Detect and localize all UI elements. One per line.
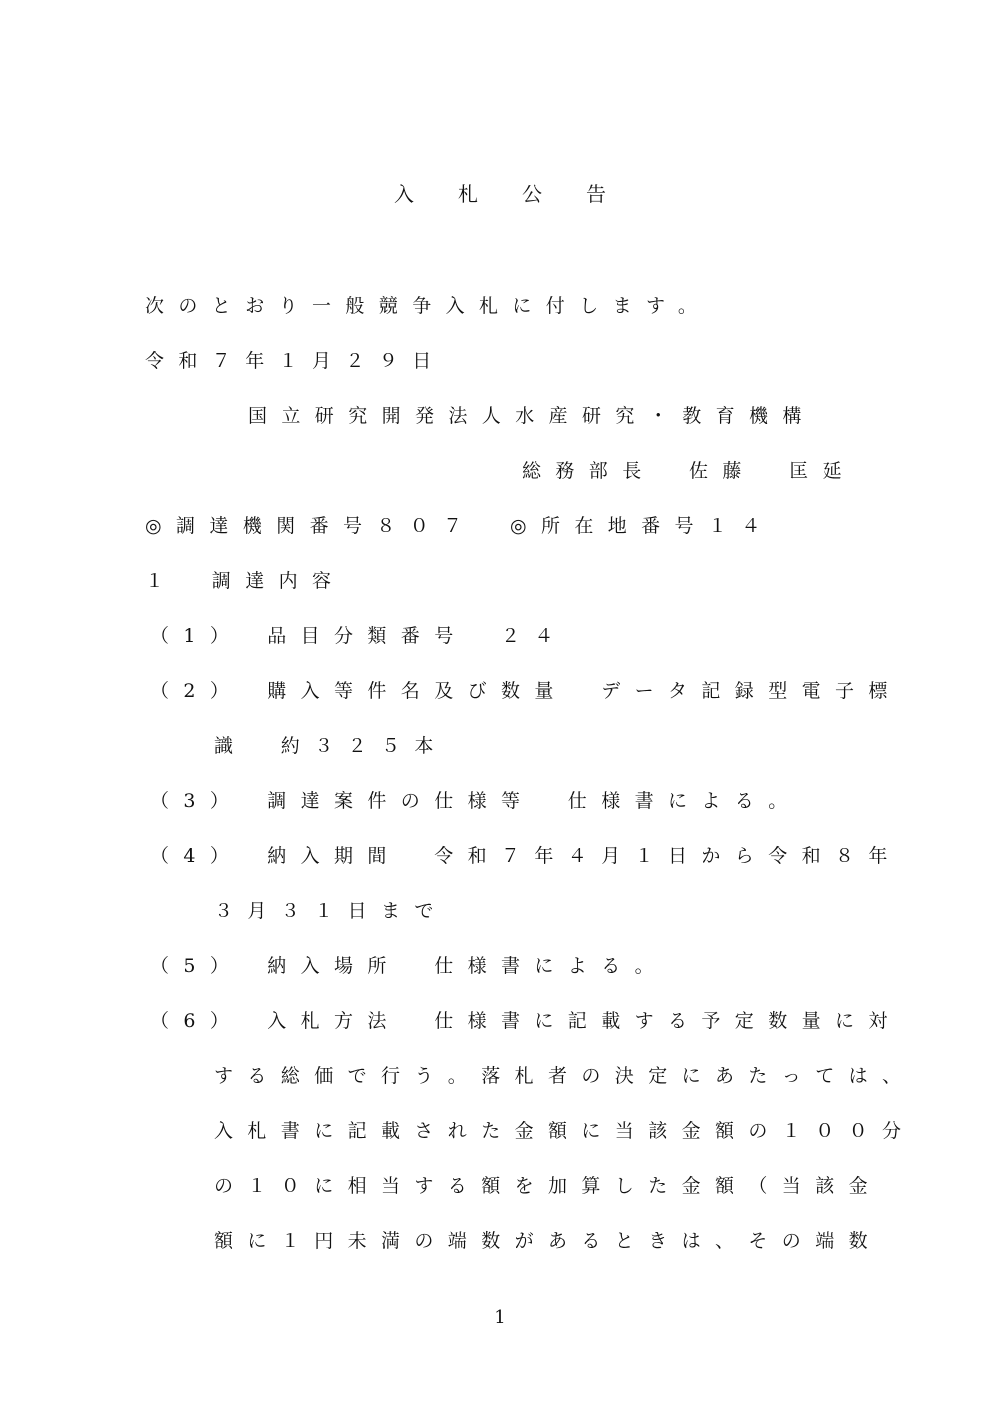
item-4-continuation: ３月３１日まで xyxy=(214,900,448,922)
signatory: 総務部長 佐藤 匡延 xyxy=(522,460,857,482)
section-heading: １ 調達内容 xyxy=(145,570,346,592)
item-1-classification: （1） 品目分類番号 ２４ xyxy=(150,625,568,647)
page-title: 入札公告 xyxy=(394,182,650,206)
item-2-continuation: 識 約３２５本 xyxy=(214,735,448,757)
announcement-date: 令和７年１月２９日 xyxy=(145,350,446,372)
item-6-continuation-2: 入札書に記載された金額に当該金額の１００分 xyxy=(214,1120,916,1142)
page-number: 1 xyxy=(494,1307,506,1328)
item-6-continuation-4: 額に１円未満の端数があるときは、その端数 xyxy=(214,1230,883,1252)
item-3-specifications: （3） 調達案件の仕様等 仕様書による。 xyxy=(150,790,802,812)
item-5-delivery-place: （5） 納入場所 仕様書による。 xyxy=(150,955,668,977)
organization-name: 国立研究開発法人水産研究・教育機構 xyxy=(248,405,816,427)
item-2-procurement-name: （2） 購入等件名及び数量 データ記録型電子標 xyxy=(150,680,902,702)
item-6-continuation-3: の１０に相当する額を加算した金額（当該金 xyxy=(214,1175,883,1197)
agency-codes: ◎調達機関番号８０７ ◎所在地番号１４ xyxy=(145,515,775,537)
intro-statement: 次のとおり一般競争入札に付します。 xyxy=(145,295,712,317)
item-6-continuation-1: する総価で行う。落札者の決定にあたっては、 xyxy=(214,1065,916,1087)
item-6-bidding-method: （6） 入札方法 仕様書に記載する予定数量に対 xyxy=(150,1010,902,1032)
item-4-delivery-period: （4） 納入期間 令和７年４月１日から令和８年 xyxy=(150,845,902,867)
